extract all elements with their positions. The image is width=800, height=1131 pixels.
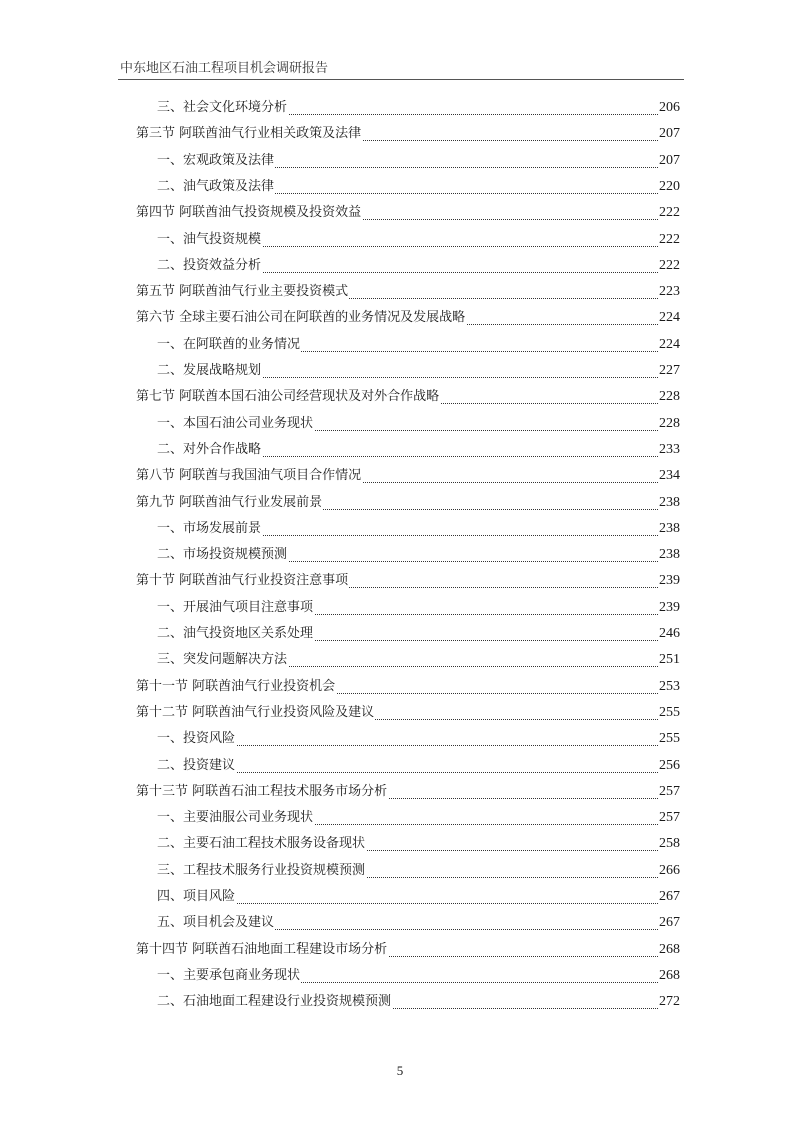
toc-section-entry[interactable]	[0, 122, 800, 146]
toc-subsection-entry[interactable]	[0, 648, 800, 672]
header-rule	[118, 79, 684, 80]
toc-entry-title: 二、油气政策及法律	[157, 175, 275, 199]
toc-entry-title: 第八节 阿联酋与我国油气项目合作情况	[136, 464, 362, 488]
toc-section-entry[interactable]	[0, 491, 800, 515]
running-header: 中东地区石油工程项目机会调研报告	[120, 61, 329, 76]
toc-subsection-entry[interactable]	[0, 727, 800, 751]
toc-subsection-entry[interactable]	[0, 175, 800, 199]
toc-entry-title: 二、投资效益分析	[157, 254, 262, 278]
toc-entry-page: 239	[658, 569, 680, 593]
toc-entry-page: 238	[658, 517, 680, 541]
toc-entry-page: 267	[658, 911, 680, 935]
toc-entry-title: 第四节 阿联酋油气投资规模及投资效益	[136, 201, 362, 225]
toc-entry-page: 224	[658, 333, 680, 357]
toc-section-entry[interactable]	[0, 201, 800, 225]
toc-entry-title: 一、主要承包商业务现状	[157, 964, 301, 988]
toc-subsection-entry[interactable]	[0, 754, 800, 778]
toc-subsection-entry[interactable]	[0, 832, 800, 856]
page-number: 5	[396, 1063, 404, 1078]
toc-subsection-entry[interactable]	[0, 859, 800, 883]
toc-entry-title: 二、石油地面工程建设行业投资规模预测	[157, 990, 392, 1014]
toc-entry-title: 二、油气投资地区关系处理	[157, 622, 314, 646]
toc-entry-title: 二、市场投资规模预测	[157, 543, 288, 567]
toc-entry-title: 一、油气投资规模	[157, 228, 262, 252]
toc-entry-title: 一、本国石油公司业务现状	[157, 412, 314, 436]
toc-section-entry[interactable]	[0, 306, 800, 330]
toc-section-entry[interactable]	[0, 675, 800, 699]
toc-entry-title: 三、突发问题解决方法	[157, 648, 288, 672]
toc-subsection-entry[interactable]	[0, 228, 800, 252]
toc-entry-title: 三、社会文化环境分析	[157, 96, 288, 120]
toc-entry-page: 239	[658, 596, 680, 620]
toc-entry-title: 五、项目机会及建议	[157, 911, 275, 935]
toc-subsection-entry[interactable]	[0, 622, 800, 646]
toc-subsection-entry[interactable]	[0, 412, 800, 436]
toc-entry-page: 255	[658, 727, 680, 751]
toc-section-entry[interactable]	[0, 780, 800, 804]
toc-subsection-entry[interactable]	[0, 438, 800, 462]
toc-entry-page: 268	[658, 938, 680, 962]
toc-entry-title: 一、开展油气项目注意事项	[157, 596, 314, 620]
toc-entry-page: 224	[658, 306, 680, 330]
toc-entry-title: 第六节 全球主要石油公司在阿联酋的业务情况及发展战略	[136, 306, 466, 330]
toc-section-entry[interactable]	[0, 701, 800, 725]
toc-subsection-entry[interactable]	[0, 806, 800, 830]
toc-entry-page: 220	[658, 175, 680, 199]
toc-section-entry[interactable]	[0, 464, 800, 488]
toc-subsection-entry[interactable]	[0, 333, 800, 357]
toc-entry-title: 一、在阿联酋的业务情况	[157, 333, 301, 357]
toc-subsection-entry[interactable]	[0, 96, 800, 120]
toc-subsection-entry[interactable]	[0, 517, 800, 541]
toc-subsection-entry[interactable]	[0, 885, 800, 909]
toc-entry-title: 二、对外合作战略	[157, 438, 262, 462]
toc-subsection-entry[interactable]	[0, 990, 800, 1014]
toc-entry-page: 228	[658, 385, 680, 409]
toc-entry-page: 228	[658, 412, 680, 436]
toc-entry-page: 233	[658, 438, 680, 462]
toc-entry-title: 第七节 阿联酋本国石油公司经营现状及对外合作战略	[136, 385, 440, 409]
toc-entry-page: 253	[658, 675, 680, 699]
toc-entry-title: 第三节 阿联酋油气行业相关政策及法律	[136, 122, 362, 146]
toc-entry-title: 二、投资建议	[157, 754, 236, 778]
toc-entry-page: 256	[658, 754, 680, 778]
toc-entry-title: 一、市场发展前景	[157, 517, 262, 541]
toc-entry-page: 238	[658, 491, 680, 515]
toc-entry-page: 222	[658, 254, 680, 278]
toc-entry-title: 一、投资风险	[157, 727, 236, 751]
toc-entry-page: 257	[658, 806, 680, 830]
toc-entry-page: 222	[658, 228, 680, 252]
toc-entry-page: 257	[658, 780, 680, 804]
toc-entry-title: 二、发展战略规划	[157, 359, 262, 383]
toc-entry-title: 第十二节 阿联酋油气行业投资风险及建议	[136, 701, 375, 725]
toc-entry-page: 268	[658, 964, 680, 988]
toc-entry-page: 207	[658, 122, 680, 146]
toc-entry-page: 234	[658, 464, 680, 488]
toc-entry-page: 207	[658, 149, 680, 173]
toc-entry-page: 251	[658, 648, 680, 672]
toc-entry-page: 223	[658, 280, 680, 304]
toc-entry-title: 第十节 阿联酋油气行业投资注意事项	[136, 569, 349, 593]
toc-entry-title: 第十三节 阿联酋石油工程技术服务市场分析	[136, 780, 388, 804]
toc-entry-title: 第十一节 阿联酋油气行业投资机会	[136, 675, 336, 699]
toc-entry-title: 一、宏观政策及法律	[157, 149, 275, 173]
toc-entry-page: 222	[658, 201, 680, 225]
toc-subsection-entry[interactable]	[0, 596, 800, 620]
toc-subsection-entry[interactable]	[0, 359, 800, 383]
toc-entry-title: 四、项目风险	[157, 885, 236, 909]
toc-entry-title: 第十四节 阿联酋石油地面工程建设市场分析	[136, 938, 388, 962]
toc-subsection-entry[interactable]	[0, 911, 800, 935]
toc-entry-title: 二、主要石油工程技术服务设备现状	[157, 832, 366, 856]
toc-section-entry[interactable]	[0, 385, 800, 409]
toc-entry-title: 第五节 阿联酋油气行业主要投资模式	[136, 280, 349, 304]
toc-entry-page: 255	[658, 701, 680, 725]
toc-section-entry[interactable]	[0, 938, 800, 962]
toc-entry-page: 227	[658, 359, 680, 383]
toc-entry-title: 一、主要油服公司业务现状	[157, 806, 314, 830]
toc-entry-page: 267	[658, 885, 680, 909]
toc-entry-page: 238	[658, 543, 680, 567]
toc-section-entry[interactable]	[0, 569, 800, 593]
toc-entry-title: 第九节 阿联酋油气行业发展前景	[136, 491, 323, 515]
toc-entry-page: 266	[658, 859, 680, 883]
toc-entry-page: 206	[658, 96, 680, 120]
toc-entry-page: 246	[658, 622, 680, 646]
toc-entry-title: 三、工程技术服务行业投资规模预测	[157, 859, 366, 883]
toc-entry-page: 272	[658, 990, 680, 1014]
toc-subsection-entry[interactable]	[0, 149, 800, 173]
toc-subsection-entry[interactable]	[0, 543, 800, 567]
toc-section-entry[interactable]	[0, 280, 800, 304]
toc-subsection-entry[interactable]	[0, 964, 800, 988]
toc-entry-page: 258	[658, 832, 680, 856]
toc-subsection-entry[interactable]	[0, 254, 800, 278]
